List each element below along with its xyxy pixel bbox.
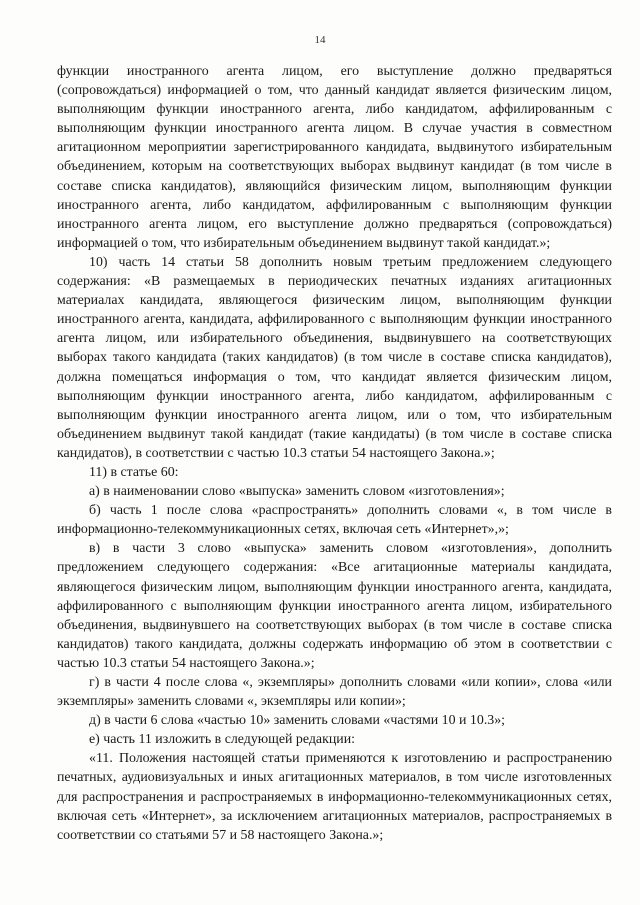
paragraph-quote-11: «11. Положения настоящей статьи применяются к изготовлению и распространению печатных, аудиовизуальных и иных агитационных материалов, в том числе изготовленных для распространения и распространяемых в информационно-телекоммуникационных сетях, включая сеть «Интернет», за исключением агитационных материалов, распространяемых в соответствии со статьями 57 и 58 настоящего Закона.»; bbox=[57, 751, 612, 843]
document-body bbox=[57, 62, 612, 845]
paragraph-item-11: 11) в статье 60: bbox=[89, 464, 179, 480]
paragraph-item-10: 10) часть 14 статьи 58 дополнить новым третьим предложением следующего содержания: «В размещаемых в периодических печатных изданиях агитационных материалах кандидата, являющегося физическим лицом, выполняющим функции иностранного агента, кандидата, аффилированного с выполняющим функции иностранного агента лицом, или избирательного объединения, выдвинувшего на соответствующих выборах такого кандидата (таких кандидатов) (в том числе в составе списка кандидатов), должна помещаться информация о том, что кандидат является физическим лицом, выполняющим функции иностранного агента, либо кандидатом, аффилированным с выполняющим функции иностранного агента лицом, или о том, что избирательным объединением выдвинут такой кандидат (такие кандидаты) (в том числе в составе списка кандидатов), в соответствии с частью 10.3 статьи 54 настоящего Закона.»; bbox=[57, 254, 612, 461]
paragraph-item-11a: а) в наименовании слово «выпуска» заменить словом «изготовления»; bbox=[89, 484, 505, 500]
page-number: 14 bbox=[314, 34, 326, 46]
paragraph-item-11v: в) в части 3 слово «выпуска» заменить словом «изготовления», дополнить предложением следующего содержания: «Все агитационные материалы кандидата, являющегося физическим лицом, выполняющим функции иностранного агента, кандидата, аффилированного с выполняющим функции иностранного агента лицом, избирательного объединения, выдвинувшего на соответствующих выборах (в том числе в составе списка кандидатов) такого кандидата, должны содержать информацию об этом в соответствии с частью 10.3 статьи 54 настоящего Закона.»; bbox=[57, 541, 612, 671]
paragraph-item-11b: б) часть 1 после слова «распространять» дополнить словами «, в том числе в информационно-телекоммуникационных сетях, включая сеть «Интернет»,»; bbox=[57, 503, 612, 538]
paragraph-item-11d: д) в части 6 слова «частью 10» заменить словами «частями 10 и 10.3»; bbox=[89, 713, 506, 729]
paragraph-continuation: функции иностранного агента лицом, его выступление должно предваряться (сопровождаться) информацией о том, что данный кандидат является физическим лицом, выполняющим функции иностранного агента, либо кандидатом, аффилированным с выполняющим функции иностранного агента лицом. В случае участия в совместном агитационном мероприятии зарегистрированного кандидата, выдвинутого избирательным объединением, которым на соответствующих выборах выдвинут кандидат (в том числе в составе списка кандидатов), являющийся физическим лицом, выполняющим функции иностранного агента, либо кандидатом, аффилированным с выполняющим функции иностранного агента лицом, его выступление должно предваряться (сопровождаться) информацией о том, что избирательным объединением выдвинут такой кандидат.»; bbox=[57, 64, 612, 251]
paragraph-item-11g: г) в части 4 после слова «, экземпляры» дополнить словами «или копии», слова «или экземпляры» заменить словами «, экземпляры или копии»; bbox=[57, 675, 612, 710]
paragraph-item-11e: е) часть 11 изложить в следующей редакции: bbox=[89, 732, 356, 748]
